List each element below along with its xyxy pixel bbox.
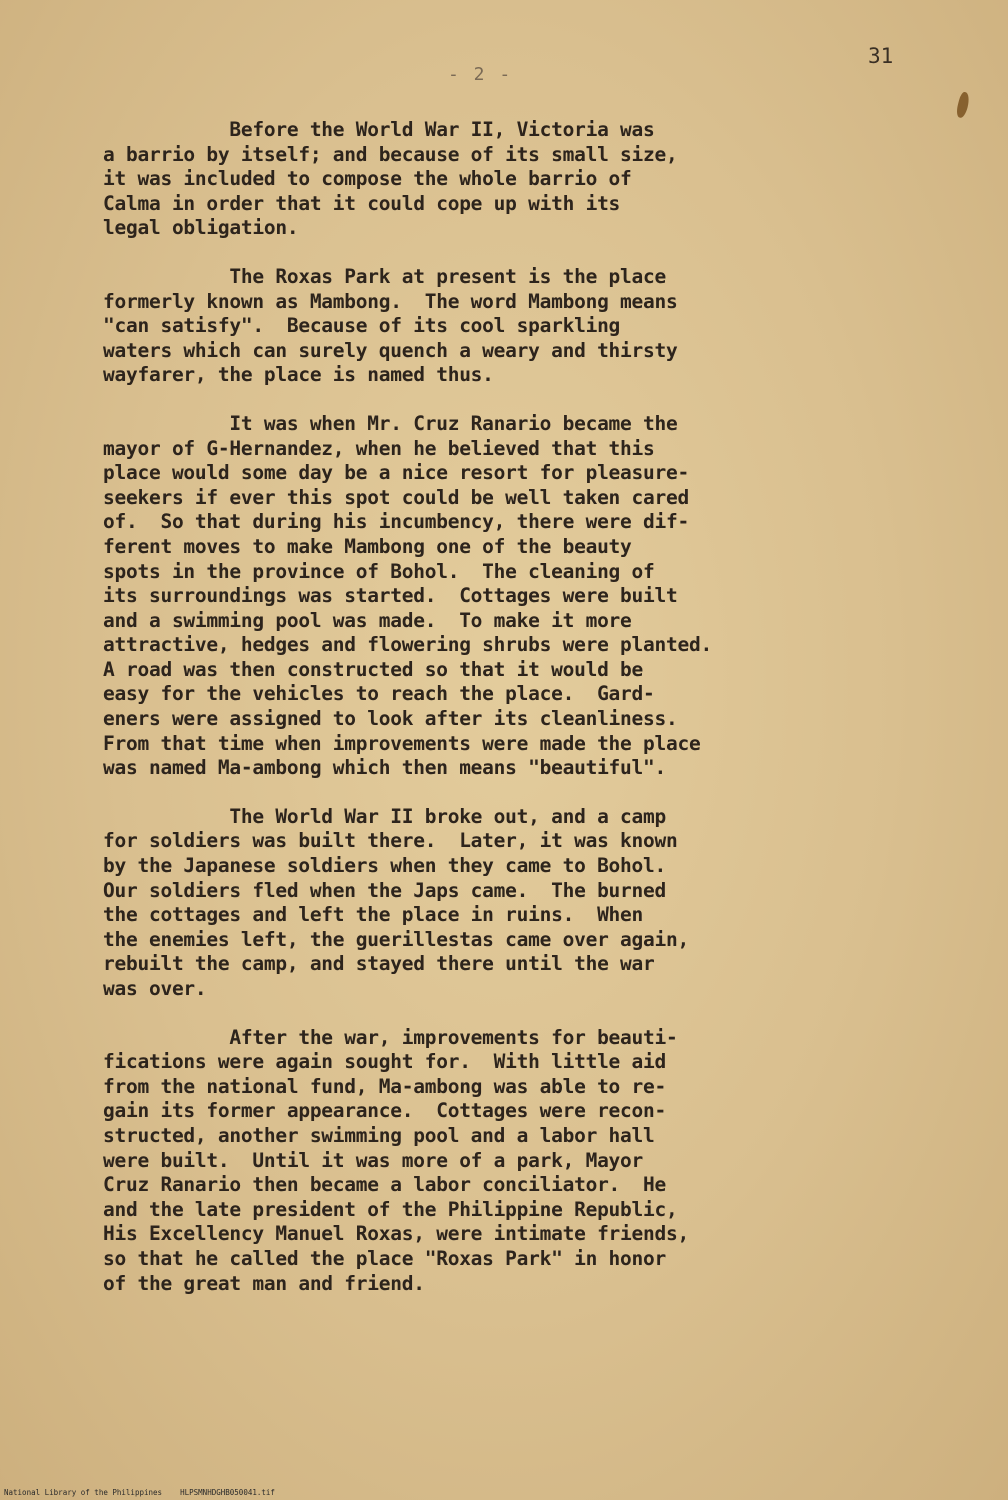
text-line: its surroundings was started. Cottages were built bbox=[103, 584, 678, 608]
text-line: Calma in order that it could cope up with its bbox=[103, 191, 621, 215]
text-line: "can satisfy". Because of its cool sparkling bbox=[103, 314, 621, 338]
text-line: The World War II broke out, and a camp bbox=[103, 804, 667, 828]
text-line: mayor of G-Hernandez, when he believed that this bbox=[103, 436, 655, 460]
text-line: It was when Mr. Cruz Ranario became the bbox=[103, 411, 678, 435]
text-line: legal obligation. bbox=[103, 216, 299, 240]
paragraph-5 bbox=[103, 1026, 903, 1297]
text-line: was named Ma-ambong which then means "beautiful". bbox=[103, 756, 667, 780]
text-line: of the great man and friend. bbox=[103, 1271, 425, 1295]
text-line: waters which can surely quench a weary and thirsty bbox=[103, 338, 678, 362]
text-line: After the war, improvements for beauti- bbox=[103, 1025, 678, 1049]
text-line: so that he called the place "Roxas Park" in honor bbox=[103, 1246, 667, 1270]
text-line: Our soldiers fled when the Japs came. The burned bbox=[103, 878, 667, 902]
paragraph-2 bbox=[103, 265, 903, 388]
ink-mark bbox=[955, 91, 971, 119]
text-line: by the Japanese soldiers when they came to Bohol. bbox=[103, 854, 667, 878]
text-line: seekers if ever this spot could be well taken cared bbox=[103, 485, 689, 509]
text-line: The Roxas Park at present is the place bbox=[103, 264, 667, 288]
page-number: 31 bbox=[868, 44, 894, 68]
text-line: A road was then constructed so that it would be bbox=[103, 657, 644, 681]
text-line: spots in the province of Bohol. The cleaning of bbox=[103, 559, 655, 583]
archive-footer: National Library of the Philippines HLPSMNHDGHB050041.tif bbox=[4, 1488, 275, 1497]
text-line: the cottages and left the place in ruins. When bbox=[103, 903, 644, 927]
text-line: and the late president of the Philippine Republic, bbox=[103, 1197, 678, 1221]
text-line: From that time when improvements were made the place bbox=[103, 731, 701, 755]
text-line: His Excellency Manuel Roxas, were intimate friends, bbox=[103, 1222, 689, 1246]
paragraph-3 bbox=[103, 412, 903, 781]
text-line: fications were again sought for. With little aid bbox=[103, 1050, 667, 1074]
header-mark: - 2 - bbox=[448, 64, 513, 85]
text-line: wayfarer, the place is named thus. bbox=[103, 363, 494, 387]
paragraph-1 bbox=[103, 118, 903, 241]
text-line: a barrio by itself; and because of its small size, bbox=[103, 142, 678, 166]
text-line: place would some day be a nice resort for pleasure- bbox=[103, 461, 689, 485]
text-line: easy for the vehicles to reach the place. Gard- bbox=[103, 682, 655, 706]
text-line: Before the World War II, Victoria was bbox=[103, 118, 655, 141]
text-line: it was included to compose the whole barrio of bbox=[103, 167, 632, 191]
text-line: was over. bbox=[103, 977, 207, 1000]
text-line: eners were assigned to look after its cleanliness. bbox=[103, 707, 678, 731]
text-line: structed, another swimming pool and a labor hall bbox=[103, 1123, 655, 1147]
text-line: rebuilt the camp, and stayed there until the war bbox=[103, 952, 655, 976]
text-line: from the national fund, Ma-ambong was able to re- bbox=[103, 1074, 667, 1098]
text-line: of. So that during his incumbency, there were dif- bbox=[103, 510, 689, 534]
text-line: and a swimming pool was made. To make it more bbox=[103, 608, 632, 632]
paragraph-4 bbox=[103, 805, 903, 1002]
text-line: formerly known as Mambong. The word Mambong means bbox=[103, 289, 678, 313]
text-line: for soldiers was built there. Later, it was known bbox=[103, 829, 678, 853]
text-line: the enemies left, the guerillestas came over again, bbox=[103, 927, 689, 951]
text-line: Cruz Ranario then became a labor conciliator. He bbox=[103, 1173, 667, 1197]
text-line: attractive, hedges and flowering shrubs were planted. bbox=[103, 633, 712, 657]
body-text bbox=[103, 118, 903, 1320]
text-line: ferent moves to make Mambong one of the beauty bbox=[103, 534, 632, 558]
text-line: were built. Until it was more of a park, Mayor bbox=[103, 1148, 644, 1172]
text-line: gain its former appearance. Cottages were recon- bbox=[103, 1099, 667, 1123]
